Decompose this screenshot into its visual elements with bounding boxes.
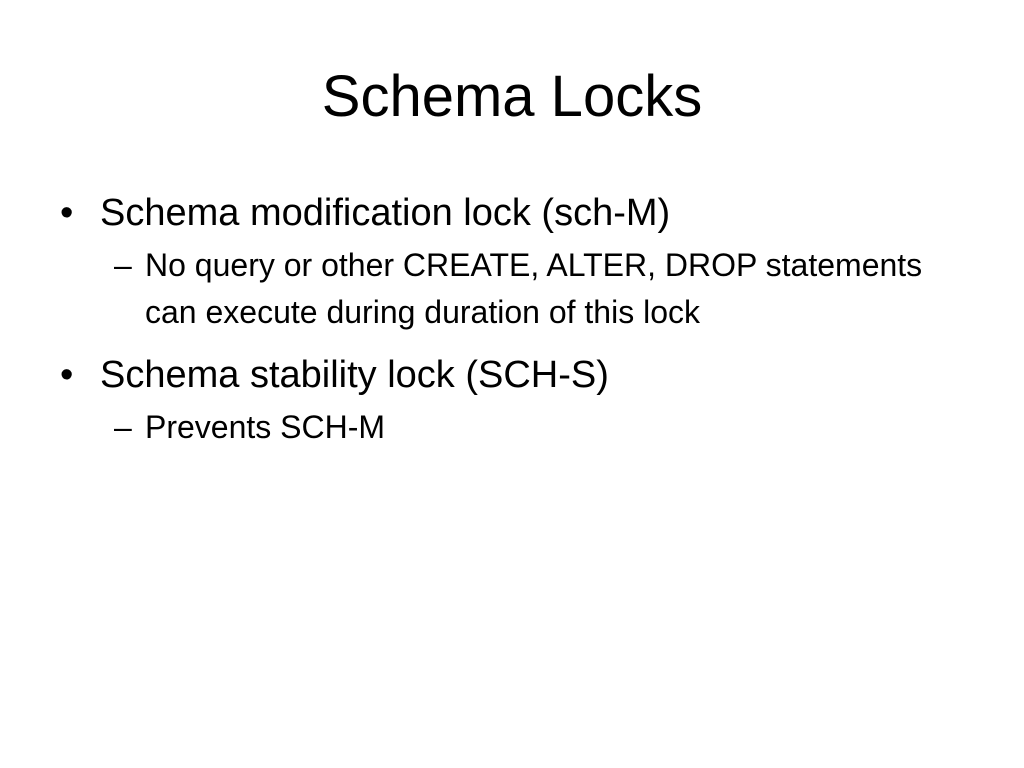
sub-bullet-text: Prevents SCH-M — [145, 409, 386, 445]
sub-bullet-item — [114, 242, 945, 336]
dash-icon: – — [114, 247, 132, 283]
slide-content — [58, 186, 978, 463]
bullet-item-schema-stability-lock — [58, 348, 978, 402]
bullet-icon: • — [60, 192, 74, 234]
sub-bullet-text: No query or other CREATE, ALTER, DROP statements can execute during duration of this lock — [145, 247, 923, 330]
bullet-text: Schema stability lock (SCH-S) — [100, 354, 609, 396]
slide-title: Schema Locks — [321, 64, 703, 129]
sub-bullet-item — [114, 404, 945, 451]
bullet-text: Schema modification lock (sch-M) — [100, 192, 671, 234]
bullet-icon: • — [60, 354, 74, 396]
dash-icon: – — [114, 409, 132, 445]
bullet-item-schema-modification-lock — [58, 186, 978, 240]
